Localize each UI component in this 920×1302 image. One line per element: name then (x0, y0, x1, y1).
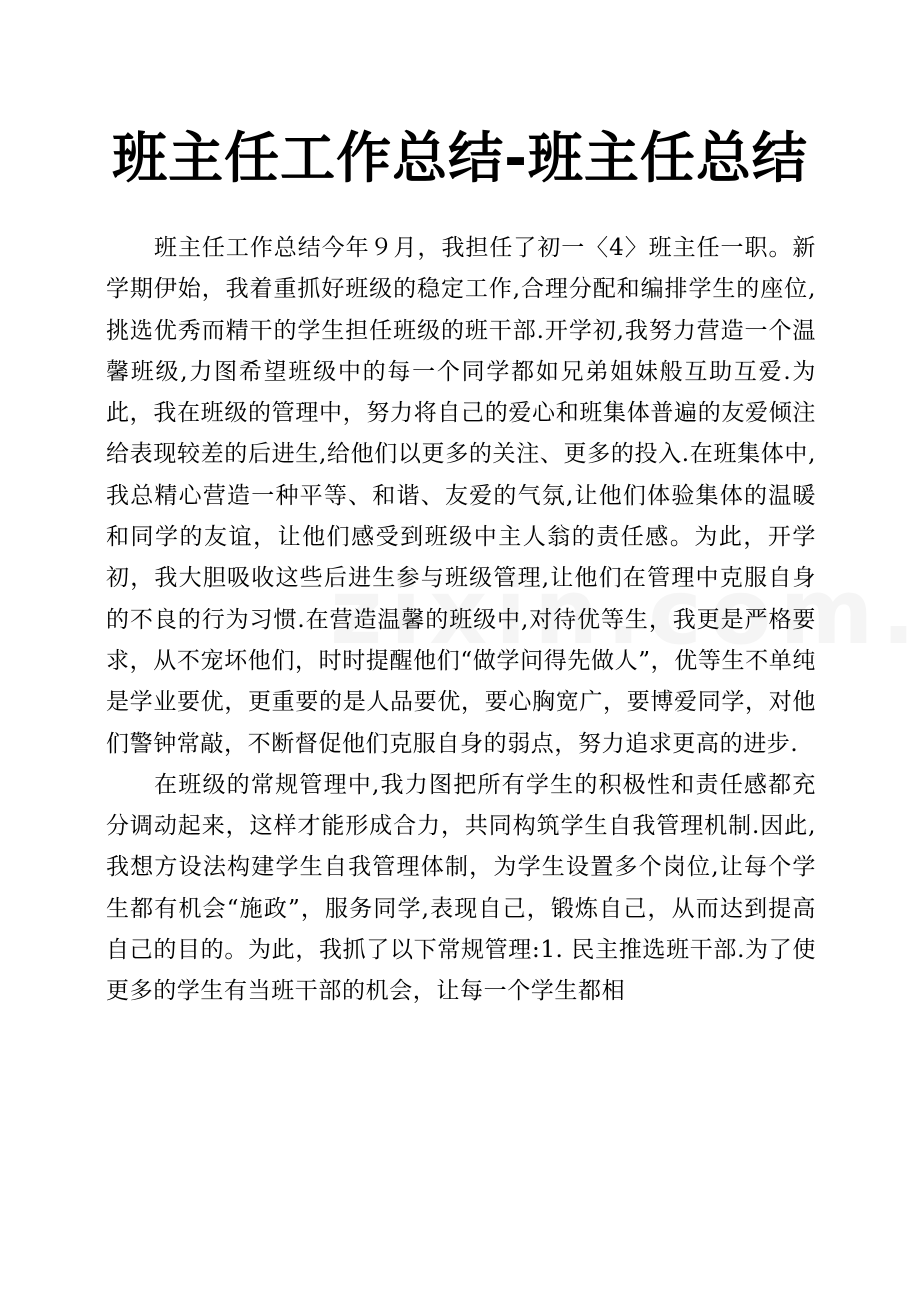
paragraph-2: 在班级的常规管理中,我力图把所有学生的积极性和责任感都充分调动起来，这样才能形成合力，共同构筑学生自我管理机制.因此,我想方设法构建学生自我管理体制，为学生设置多个岗位,让每个学生都有机会“施政”，服务同学,表现自己，锻炼自己，从而达到提高自己的目的。为此，我抓了以下常规管理:1. 民主推选班干部.为了使更多的学生有当班干部的机会，让每一个学生都相 (106, 771, 816, 1005)
document-body (106, 228, 816, 1013)
paragraph-1: 班主任工作总结今年９月，我担任了初一〈4〉班主任一职。新学期伊始，我着重抓好班级的稳定工作,合理分配和编排学生的座位,挑选优秀而精干的学生担任班级的班干部.开学初,我努力营造一个温馨班级,力图希望班级中的每一个同学都如兄弟姐妹般互助互爱.为此，我在班级的管理中，努力将自己的爱心和班集体普遍的友爱倾注给表现较差的后进生,给他们以更多的关注、更多的投入.在班集体中,我总精心营造一种平等、和谐、友爱的气氛,让他们体验集体的温暖和同学的友谊，让他们感受到班级中主人翁的责任感。为此，开学初，我大胆吸收这些后进生参与班级管理,让他们在管理中克服自身的不良的行为习惯.在营造温馨的班级中,对待优等生，我更是严格要求，从不宠坏他们，时时提醒他们“做学问得先做人”，优等生不单纯是学业要优，更重要的是人品要优，要心胸宽广，要博爱同学，对他们警钟常敲，不断督促他们克服自身的弱点，努力追求更高的进步. (106, 235, 816, 757)
document-title: 班主任工作总结-班主任总结 (112, 126, 808, 190)
